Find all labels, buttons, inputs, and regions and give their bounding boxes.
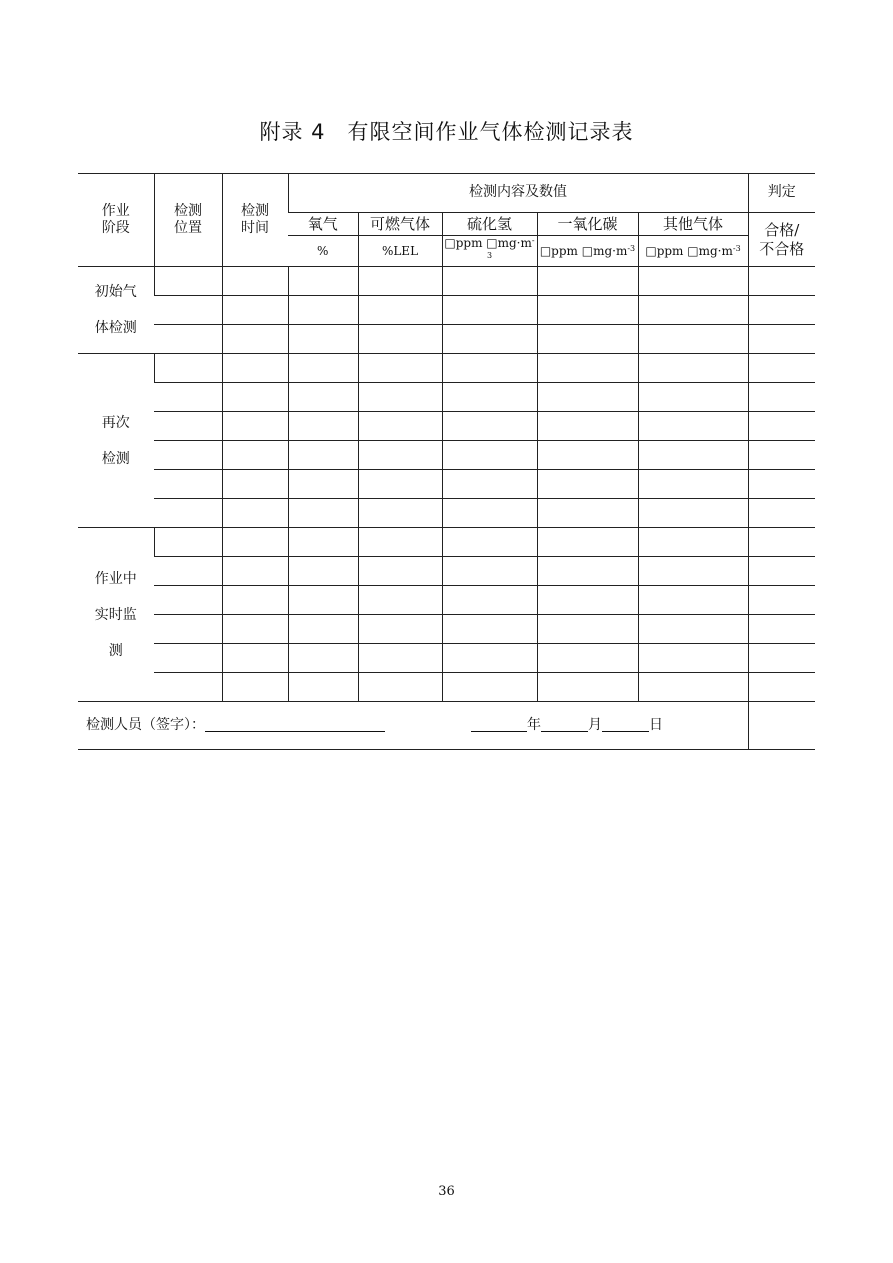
entry-cell[interactable] xyxy=(748,267,815,296)
table-row xyxy=(78,499,815,528)
entry-cell[interactable] xyxy=(154,528,222,557)
entry-cell[interactable] xyxy=(358,296,442,325)
header-location: 检测 位置 xyxy=(154,174,222,267)
table-row xyxy=(78,673,815,702)
stage-label: 作业中 实时监 测 xyxy=(78,528,154,702)
month-label: 月 xyxy=(588,716,602,733)
entry-cell[interactable] xyxy=(288,586,358,615)
entry-cell[interactable] xyxy=(358,441,442,470)
entry-cell[interactable] xyxy=(537,499,638,528)
entry-cell[interactable] xyxy=(442,412,537,441)
entry-cell[interactable] xyxy=(442,557,537,586)
entry-cell[interactable] xyxy=(638,470,748,499)
entry-cell[interactable] xyxy=(288,557,358,586)
entry-cell[interactable] xyxy=(442,383,537,412)
entry-cell[interactable] xyxy=(288,296,358,325)
entry-cell[interactable] xyxy=(537,615,638,644)
entry-cell[interactable] xyxy=(222,528,288,557)
entry-cell[interactable] xyxy=(358,673,442,702)
entry-cell[interactable] xyxy=(358,383,442,412)
entry-cell[interactable] xyxy=(222,267,288,296)
day-blank[interactable] xyxy=(602,717,649,732)
header-stage: 作业 阶段 xyxy=(78,174,154,267)
entry-cell[interactable] xyxy=(222,673,288,702)
entry-cell[interactable] xyxy=(442,470,537,499)
entry-cell[interactable] xyxy=(537,441,638,470)
table-row xyxy=(78,296,815,325)
entry-cell[interactable] xyxy=(537,528,638,557)
entry-cell[interactable] xyxy=(358,528,442,557)
header-content: 检测内容及数值 xyxy=(288,174,748,213)
gas-other: 其他气体 xyxy=(638,213,748,236)
table-row xyxy=(78,441,815,470)
gas-combustible: 可燃气体 xyxy=(358,213,442,236)
entry-cell[interactable] xyxy=(748,499,815,528)
entry-cell[interactable] xyxy=(154,383,222,412)
entry-cell[interactable] xyxy=(442,325,537,354)
gas-h2s: 硫化氢 xyxy=(442,213,537,236)
entry-cell[interactable] xyxy=(638,267,748,296)
entry-cell[interactable] xyxy=(748,528,815,557)
signature-line[interactable] xyxy=(205,717,385,732)
entry-cell[interactable] xyxy=(442,528,537,557)
header-judge-sub: 合格/ 不合格 xyxy=(748,213,815,267)
entry-cell[interactable] xyxy=(288,644,358,673)
entry-cell[interactable] xyxy=(222,325,288,354)
entry-cell[interactable] xyxy=(638,673,748,702)
entry-cell[interactable] xyxy=(358,325,442,354)
entry-cell[interactable] xyxy=(748,644,815,673)
entry-cell[interactable] xyxy=(288,673,358,702)
table-row xyxy=(78,470,815,499)
entry-cell[interactable] xyxy=(222,412,288,441)
entry-cell[interactable] xyxy=(358,615,442,644)
signature-label: 检测人员（签字）： xyxy=(86,716,205,733)
entry-cell[interactable] xyxy=(154,586,222,615)
unit-oxygen: % xyxy=(288,236,358,267)
gas-oxygen: 氧气 xyxy=(288,213,358,236)
entry-cell[interactable] xyxy=(638,528,748,557)
page-title: 附录 4 有限空间作业气体检测记录表 xyxy=(259,120,634,144)
entry-cell[interactable] xyxy=(748,673,815,702)
entry-cell[interactable] xyxy=(537,586,638,615)
entry-cell[interactable] xyxy=(638,441,748,470)
signature-row xyxy=(78,702,748,750)
entry-cell[interactable] xyxy=(154,325,222,354)
unit-h2s: □ppm $□mg\cdot m^{-3}$ xyxy=(442,236,537,267)
table-row xyxy=(78,528,815,557)
entry-cell[interactable] xyxy=(358,644,442,673)
entry-cell[interactable] xyxy=(154,615,222,644)
entry-cell[interactable] xyxy=(748,296,815,325)
entry-cell[interactable] xyxy=(154,441,222,470)
entry-cell[interactable] xyxy=(222,383,288,412)
entry-cell[interactable] xyxy=(442,441,537,470)
entry-cell[interactable] xyxy=(748,383,815,412)
entry-cell[interactable] xyxy=(537,557,638,586)
table-row xyxy=(78,557,815,586)
entry-cell[interactable] xyxy=(222,354,288,383)
entry-cell[interactable] xyxy=(748,557,815,586)
stage-label: 初始气 体检测 xyxy=(78,267,154,354)
entry-cell[interactable] xyxy=(154,296,222,325)
month-blank[interactable] xyxy=(541,717,588,732)
entry-cell[interactable] xyxy=(537,267,638,296)
page-number: 36 xyxy=(438,1184,455,1199)
entry-cell[interactable] xyxy=(638,383,748,412)
entry-cell[interactable] xyxy=(288,325,358,354)
entry-cell[interactable] xyxy=(748,441,815,470)
entry-cell[interactable] xyxy=(288,499,358,528)
entry-cell[interactable] xyxy=(154,499,222,528)
header-time: 检测 时间 xyxy=(222,174,288,267)
entry-cell[interactable] xyxy=(288,441,358,470)
table-row xyxy=(78,615,815,644)
gas-detection-record-table xyxy=(78,173,815,750)
entry-cell[interactable] xyxy=(222,557,288,586)
table-row xyxy=(78,644,815,673)
table-row xyxy=(78,586,815,615)
entry-cell[interactable] xyxy=(638,354,748,383)
header-judge: 判定 xyxy=(748,174,815,213)
entry-cell[interactable] xyxy=(537,412,638,441)
table-row xyxy=(78,354,815,383)
entry-cell[interactable] xyxy=(442,615,537,644)
entry-cell[interactable] xyxy=(222,644,288,673)
entry-cell[interactable] xyxy=(638,499,748,528)
entry-cell[interactable] xyxy=(537,470,638,499)
entry-cell[interactable] xyxy=(288,354,358,383)
entry-cell[interactable] xyxy=(537,644,638,673)
day-label: 日 xyxy=(649,716,663,733)
entry-cell[interactable] xyxy=(154,412,222,441)
entry-cell[interactable] xyxy=(442,499,537,528)
entry-cell[interactable] xyxy=(537,673,638,702)
entry-cell[interactable] xyxy=(442,267,537,296)
entry-cell[interactable] xyxy=(288,615,358,644)
entry-cell[interactable] xyxy=(222,441,288,470)
table-row xyxy=(78,325,815,354)
entry-cell[interactable] xyxy=(537,296,638,325)
entry-cell[interactable] xyxy=(358,499,442,528)
year-blank[interactable] xyxy=(471,717,527,732)
entry-cell[interactable] xyxy=(288,470,358,499)
unit-co: □ppm $□mg\cdot m^{-3}$ xyxy=(537,236,638,267)
entry-cell[interactable] xyxy=(748,354,815,383)
entry-cell[interactable] xyxy=(358,354,442,383)
stage-label: 再次 检测 xyxy=(78,354,154,528)
entry-cell[interactable] xyxy=(442,354,537,383)
entry-cell[interactable] xyxy=(222,296,288,325)
entry-cell[interactable] xyxy=(154,557,222,586)
entry-cell[interactable] xyxy=(442,586,537,615)
entry-cell[interactable] xyxy=(638,586,748,615)
entry-cell[interactable] xyxy=(154,673,222,702)
entry-cell[interactable] xyxy=(748,615,815,644)
entry-cell[interactable] xyxy=(222,586,288,615)
year-label: 年 xyxy=(527,716,541,733)
table-row xyxy=(78,267,815,296)
entry-cell[interactable] xyxy=(638,412,748,441)
table-row xyxy=(78,412,815,441)
unit-other: □ppm $□mg\cdot m^{-3}$ xyxy=(638,236,748,267)
entry-cell[interactable] xyxy=(537,354,638,383)
gas-co: 一氧化碳 xyxy=(537,213,638,236)
entry-cell[interactable] xyxy=(442,296,537,325)
entry-cell[interactable] xyxy=(638,615,748,644)
entry-cell[interactable] xyxy=(537,383,638,412)
entry-cell[interactable] xyxy=(638,296,748,325)
signature-judge-cell[interactable] xyxy=(748,702,815,750)
entry-cell[interactable] xyxy=(638,557,748,586)
entry-cell[interactable] xyxy=(638,325,748,354)
entry-cell[interactable] xyxy=(154,354,222,383)
entry-cell[interactable] xyxy=(154,267,222,296)
entry-cell[interactable] xyxy=(154,644,222,673)
entry-cell[interactable] xyxy=(358,586,442,615)
entry-cell[interactable] xyxy=(358,412,442,441)
entry-cell[interactable] xyxy=(288,383,358,412)
entry-cell[interactable] xyxy=(222,615,288,644)
entry-cell[interactable] xyxy=(222,470,288,499)
entry-cell[interactable] xyxy=(537,325,638,354)
entry-cell[interactable] xyxy=(748,586,815,615)
entry-cell[interactable] xyxy=(358,557,442,586)
entry-cell[interactable] xyxy=(358,470,442,499)
entry-cell[interactable] xyxy=(748,325,815,354)
entry-cell[interactable] xyxy=(358,267,442,296)
table-row xyxy=(78,383,815,412)
entry-cell[interactable] xyxy=(748,412,815,441)
entry-cell[interactable] xyxy=(288,412,358,441)
entry-cell[interactable] xyxy=(288,528,358,557)
entry-cell[interactable] xyxy=(288,267,358,296)
entry-cell[interactable] xyxy=(442,644,537,673)
entry-cell[interactable] xyxy=(154,470,222,499)
unit-combustible: %LEL xyxy=(358,236,442,267)
entry-cell[interactable] xyxy=(638,644,748,673)
entry-cell[interactable] xyxy=(222,499,288,528)
entry-cell[interactable] xyxy=(442,673,537,702)
entry-cell[interactable] xyxy=(748,470,815,499)
